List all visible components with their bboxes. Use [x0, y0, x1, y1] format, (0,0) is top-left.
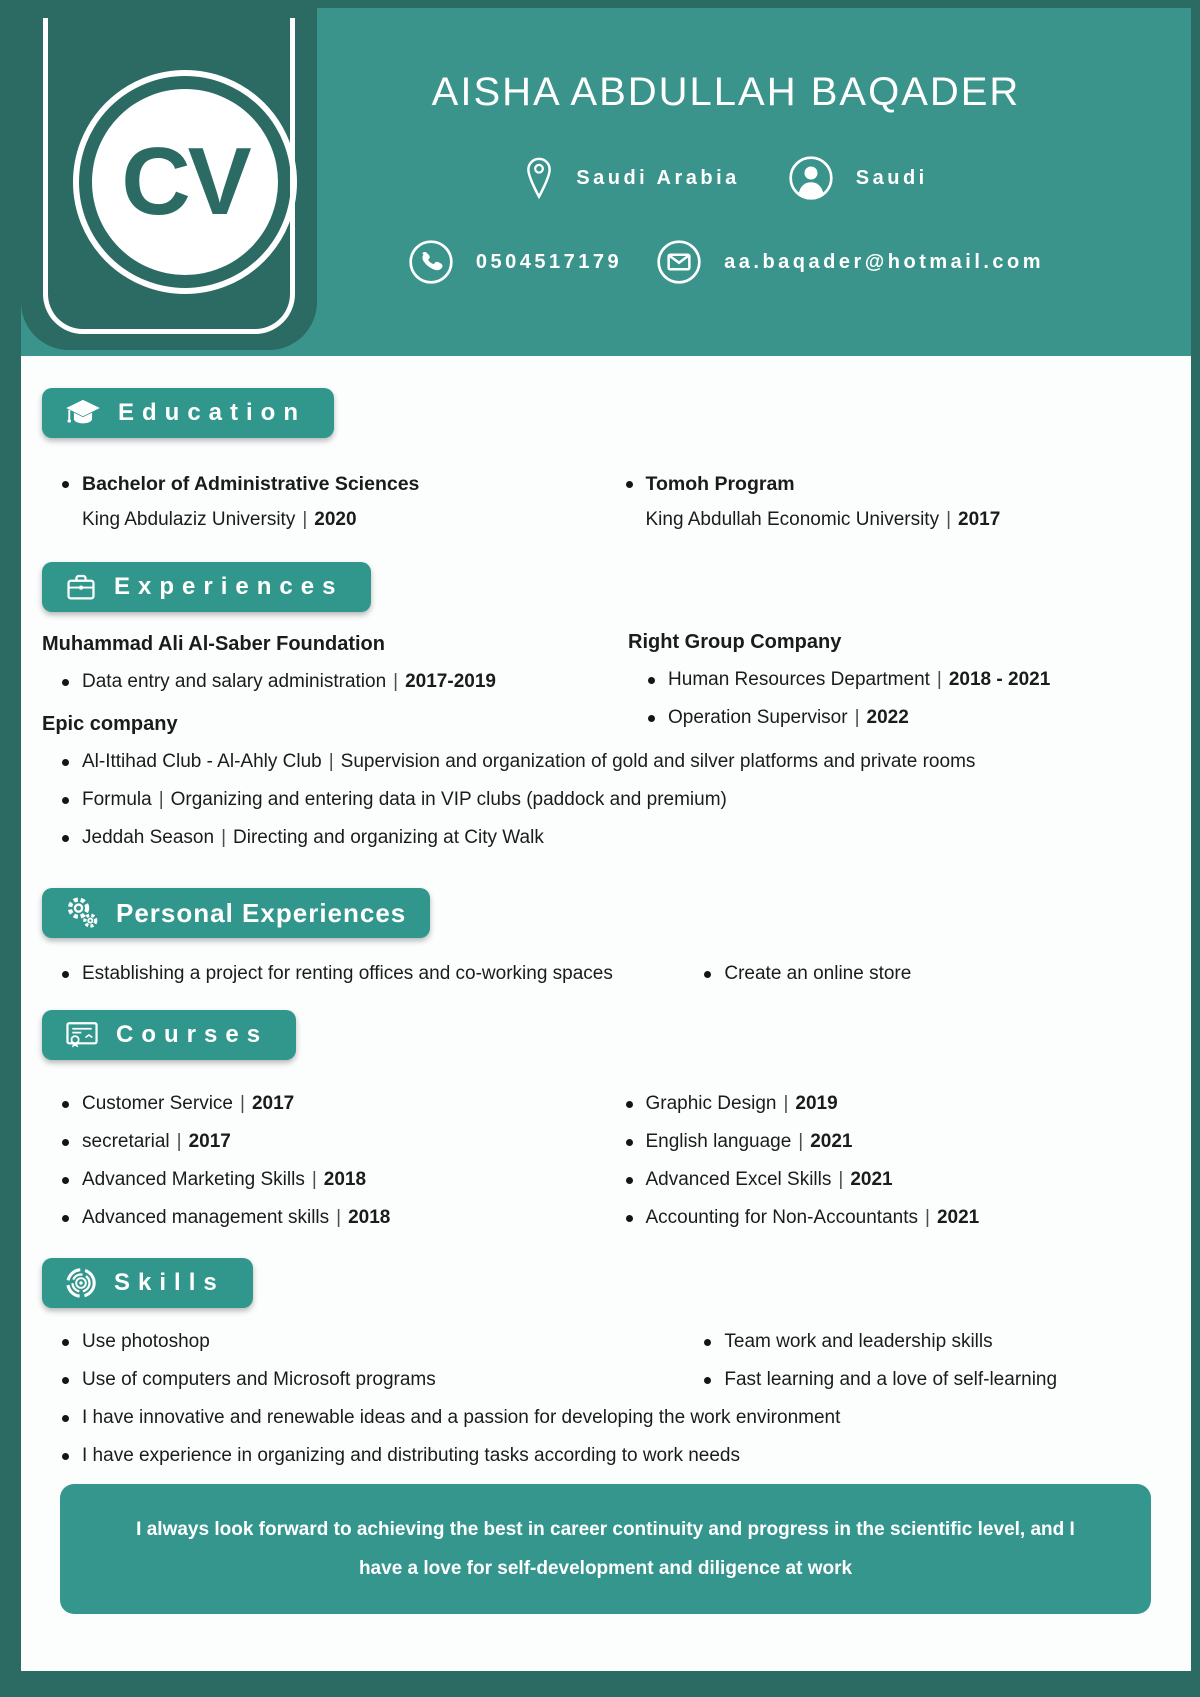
- frame-bottom: [0, 1671, 1200, 1697]
- venue: Jeddah Season: [82, 827, 215, 848]
- logo-panel: [21, 8, 317, 350]
- personal-experiences-heading: [42, 888, 430, 938]
- education-list: [42, 458, 1169, 532]
- separator: |: [783, 1093, 789, 1114]
- experiences-left: [42, 614, 628, 736]
- email-group: [656, 239, 1044, 285]
- frame-left: [0, 0, 21, 1697]
- years: 2022: [866, 707, 909, 728]
- school: King Abdullah Economic University: [645, 509, 940, 530]
- graduation-cap-icon: [64, 396, 102, 430]
- course-name: secretarial: [82, 1131, 170, 1152]
- course-name: Graphic Design: [645, 1093, 777, 1114]
- courses-right: [606, 1078, 1170, 1230]
- frame-top: [0, 0, 1200, 8]
- experiences-columns: [42, 614, 1169, 736]
- course-name: Accounting for Non-Accountants: [645, 1207, 918, 1228]
- nationality-group: [788, 155, 928, 201]
- separator: |: [838, 1169, 844, 1190]
- years: 2018 - 2021: [948, 669, 1051, 690]
- epic-bullets: [42, 750, 1169, 850]
- experiences-title: Experiences: [114, 573, 344, 600]
- cv-logo-text: CV: [92, 89, 278, 275]
- course-item: [606, 1092, 1170, 1116]
- person-icon: [788, 155, 834, 201]
- skills-heading: [42, 1258, 253, 1308]
- course-name: English language: [645, 1131, 792, 1152]
- separator: |: [176, 1131, 182, 1152]
- course-item: [42, 1092, 606, 1116]
- course-name: Customer Service: [82, 1093, 233, 1114]
- header-right: [361, 8, 1091, 356]
- phone-icon: [408, 239, 454, 285]
- contact-row-2: [408, 239, 1044, 285]
- separator: |: [240, 1093, 245, 1114]
- header: [21, 8, 1191, 356]
- person-name: AISHA ABDULLAH BAQADER: [431, 70, 1021, 114]
- section-personal-experiences: [42, 850, 1169, 986]
- course-year: 2018: [348, 1207, 391, 1228]
- year: 2020: [314, 509, 357, 530]
- section-skills: [42, 1230, 1169, 1468]
- section-courses: [42, 986, 1169, 1230]
- section-experiences: [42, 532, 1169, 850]
- venue: Formula: [82, 789, 152, 810]
- experience-item: [628, 668, 1169, 692]
- phone-text: 0504517179: [475, 250, 623, 273]
- course-item: [42, 1130, 606, 1154]
- experience-item: [42, 750, 1169, 774]
- phone-group: [408, 239, 622, 285]
- location-group: [524, 157, 740, 199]
- experience-item: [42, 788, 1169, 812]
- skill-item: Use of computers and Microsoft programs: [42, 1368, 684, 1392]
- course-year: 2021: [850, 1169, 893, 1190]
- separator: |: [311, 1169, 317, 1190]
- company-name: Muhammad Ali Al-Saber Foundation: [42, 633, 385, 655]
- skills-right: [684, 1316, 1169, 1392]
- separator: |: [936, 669, 942, 690]
- course-item: [606, 1130, 1170, 1154]
- role: Data entry and salary administration: [82, 671, 387, 692]
- frame-right: [1191, 0, 1200, 1697]
- course-year: 2017: [188, 1131, 231, 1152]
- personal-list: [42, 948, 1169, 986]
- separator: |: [336, 1207, 342, 1228]
- skill-item: I have experience in organizing and distributing tasks according to work needs: [42, 1444, 1169, 1468]
- courses-heading: [42, 1010, 296, 1060]
- target-rings-icon: [64, 1266, 98, 1300]
- separator: |: [393, 671, 399, 692]
- skill-item: Fast learning and a love of self-learning: [684, 1368, 1169, 1392]
- role: Operation Supervisor: [668, 707, 848, 728]
- education-item: [42, 458, 606, 532]
- courses-columns: [42, 1078, 1169, 1230]
- venue: Al-Ittihad Club - Al-Ahly Club: [82, 751, 322, 772]
- course-item: [42, 1206, 606, 1230]
- degree: Tomoh Program: [606, 472, 1170, 496]
- course-name: Advanced management skills: [82, 1207, 330, 1228]
- personal-experiences-title: Personal Experiences: [116, 897, 407, 928]
- course-year: 2021: [810, 1131, 853, 1152]
- experiences-right: [628, 614, 1169, 736]
- years: 2017-2019: [405, 671, 496, 692]
- skill-item: I have innovative and renewable ideas and a passion for developing the work environment: [42, 1406, 1169, 1430]
- skills-columns: [42, 1316, 1169, 1392]
- course-item: [42, 1168, 606, 1192]
- year: 2017: [958, 509, 1001, 530]
- personal-item: Establishing a project for renting offices and co-working spaces: [42, 962, 684, 986]
- education-heading: [42, 388, 334, 438]
- skill-item: Team work and leadership skills: [684, 1330, 1169, 1354]
- separator: |: [798, 1131, 804, 1152]
- location-pin-icon: [524, 157, 554, 199]
- course-item: [606, 1206, 1170, 1230]
- body: [21, 356, 1191, 1671]
- separator: |: [925, 1207, 930, 1228]
- experience-item: [42, 826, 1169, 850]
- separator: |: [158, 789, 164, 810]
- certificate-icon: [64, 1018, 100, 1052]
- school-line: [606, 508, 1170, 532]
- envelope-icon: [656, 239, 702, 285]
- separator: |: [328, 751, 334, 772]
- course-item: [606, 1168, 1170, 1192]
- separator: |: [854, 707, 860, 728]
- nationality-text: Saudi: [855, 166, 928, 189]
- skill-item: Use photoshop: [42, 1330, 684, 1354]
- course-name: Advanced Excel Skills: [645, 1169, 832, 1190]
- courses-left: [42, 1078, 606, 1230]
- section-education: [42, 356, 1169, 532]
- detail: Organizing and entering data in VIP clubs (paddock and premium): [170, 789, 727, 810]
- summary-banner: I always look forward to achieving the best in career continuity and progress in the scientific level, and I have a love for self-development and diligence at work: [60, 1484, 1151, 1614]
- school-line: [42, 508, 606, 532]
- skills-left: [42, 1316, 684, 1392]
- course-year: 2017: [251, 1093, 295, 1114]
- detail: Directing and organizing at City Walk: [233, 827, 544, 848]
- gears-icon: [64, 895, 100, 931]
- school: King Abdulaziz University: [82, 509, 296, 530]
- cv-logo: [73, 70, 297, 294]
- degree: Bachelor of Administrative Sciences: [42, 472, 606, 496]
- personal-item: Create an online store: [684, 962, 1169, 986]
- contact-row-1: [524, 155, 927, 201]
- email-text: aa.baqader@hotmail.com: [724, 250, 1045, 273]
- experience-item: [628, 706, 1169, 730]
- separator: |: [946, 509, 952, 530]
- education-title: Education: [118, 399, 307, 426]
- education-item: [606, 458, 1170, 532]
- separator: |: [302, 509, 308, 530]
- course-name: Advanced Marketing Skills: [82, 1169, 305, 1190]
- experiences-heading: [42, 562, 371, 612]
- experience-item: [42, 670, 628, 694]
- course-year: 2019: [795, 1093, 838, 1114]
- course-year: 2018: [323, 1169, 367, 1190]
- courses-title: Courses: [116, 1021, 269, 1048]
- company-name: Epic company: [42, 713, 178, 735]
- separator: |: [221, 827, 226, 848]
- detail: Supervision and organization of gold and silver platforms and private rooms: [340, 751, 976, 772]
- role: Human Resources Department: [668, 669, 930, 690]
- skills-title: Skills: [114, 1269, 225, 1296]
- location-text: Saudi Arabia: [576, 166, 740, 189]
- course-year: 2021: [936, 1207, 980, 1228]
- briefcase-icon: [64, 570, 98, 604]
- company-name: Right Group Company: [628, 631, 842, 653]
